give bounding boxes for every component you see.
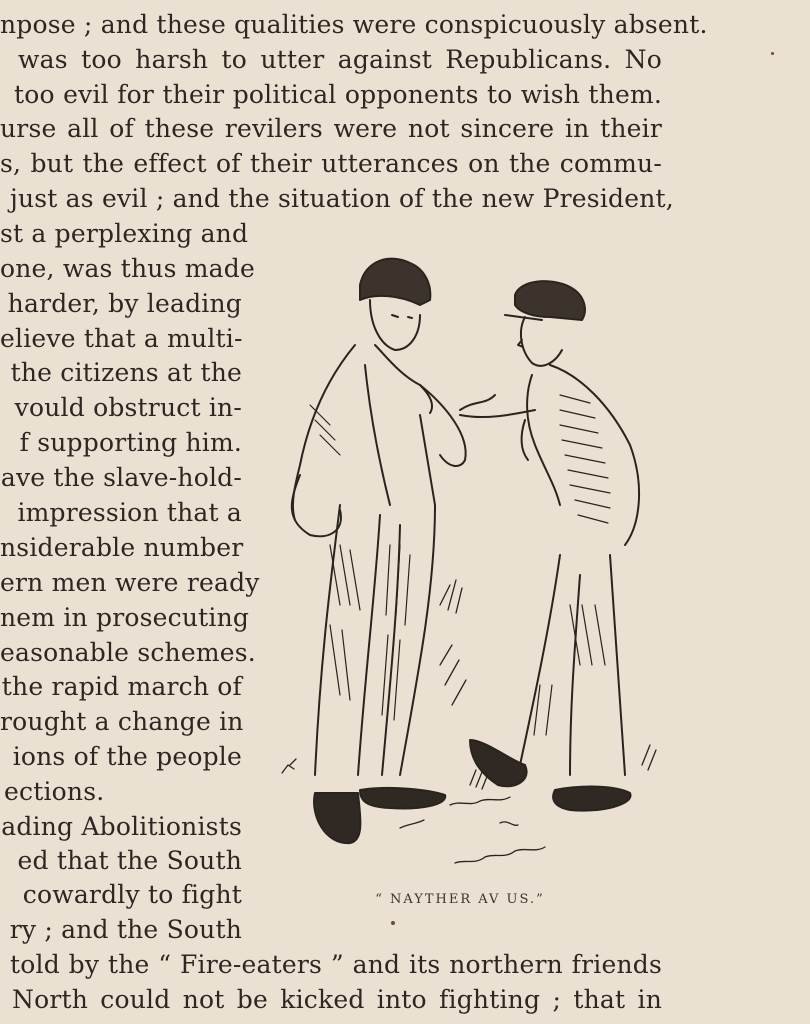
text-line: s, but the effect of their utterances on the commu- — [0, 149, 662, 178]
text-line: one, was thus made — [0, 254, 255, 283]
text-line: f supporting him. — [19, 428, 242, 457]
text-line: just as evil ; and the situation of the new President, — [10, 184, 674, 213]
text-line: ed that the South — [17, 846, 242, 875]
text-line: ave the slave-hold- — [0, 463, 242, 492]
ink-speck — [391, 921, 395, 925]
text-line: st a perplexing and — [0, 219, 249, 248]
text-line: nem in prosecuting — [0, 603, 250, 632]
ink-speck — [771, 52, 774, 55]
text-line: npose ; and these qualities were conspicuously absent. — [0, 10, 708, 39]
text-line: ading Abolitionists — [1, 812, 242, 841]
text-line: North could not be kicked into fighting ; that in — [12, 985, 662, 1014]
illustration — [270, 245, 670, 865]
text-line: ern men were ready — [0, 568, 260, 597]
text-line: impression that a — [17, 498, 242, 527]
text-line: urse all of these revilers were not sincere in their — [0, 114, 662, 143]
text-line: the rapid march of — [1, 672, 242, 701]
text-line: was too harsh to utter against Republicans. No — [18, 45, 662, 74]
text-line: rought a change in — [0, 707, 244, 736]
two-men-talking-illustration — [270, 245, 670, 865]
illustration-caption: “ NAYTHER AV US.” — [375, 892, 545, 907]
text-line: told by the “ Fire-eaters ” and its northern friends — [10, 950, 662, 979]
text-line: the citizens at the — [10, 358, 242, 387]
text-line: cowardly to fight — [22, 880, 242, 909]
text-line: ry ; and the South — [9, 915, 242, 944]
text-line: too evil for their political opponents to wish them. — [14, 80, 662, 109]
text-line: ions of the people — [12, 742, 242, 771]
text-line: easonable schemes. — [0, 638, 256, 667]
text-line: elieve that a multi- — [0, 324, 243, 353]
text-line: harder, by leading — [7, 289, 242, 318]
text-line: nsiderable number — [0, 533, 244, 562]
text-line: ections. — [4, 777, 105, 806]
text-line: vould obstruct in- — [14, 393, 242, 422]
